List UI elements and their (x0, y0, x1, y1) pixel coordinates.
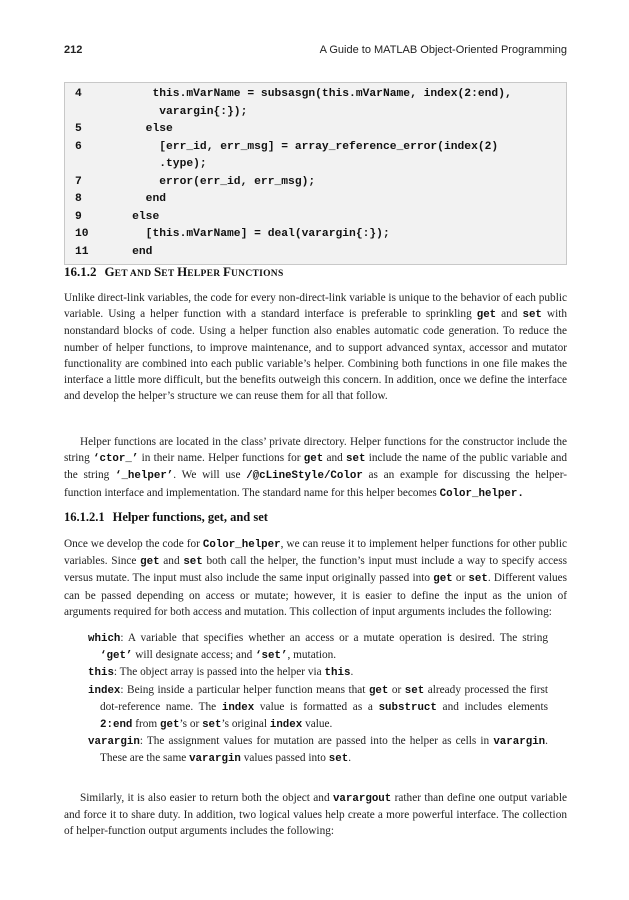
section-heading-16-1-2-1 (64, 510, 268, 525)
line-number: 9 (75, 210, 82, 223)
code-text: end (105, 193, 167, 205)
list-item: this: The object array is passed into the helper via this. (88, 666, 354, 680)
book-title: A Guide to MATLAB Object-Oriented Programming (319, 44, 567, 56)
code-text: error(err_id, err_msg); (105, 175, 316, 188)
paragraph-input-args: Once we develop the code for Color_helper, we can reuse it to implement helper functions for other public variables. Since get and set both call the helper, the function’s input must include a way to specify access versus mutate. The input must also include the same input originally passed into get or set. Different values can be passed depending on access or mutate; however, it is easier to define the input as the union of arguments required for both access and mutation. This collection of input arguments includes the following: (64, 538, 568, 618)
line-number: 6 (75, 140, 82, 153)
code-text: [err_id, err_msg] = array_reference_error(index(2) (105, 140, 499, 153)
code-text: [this.mVarName] = deal(varargin{:}); (105, 228, 390, 240)
line-number: 7 (75, 175, 82, 188)
section-title: GET AND SET HELPER FUNCTIONS (104, 264, 284, 279)
page-number: 212 (64, 44, 83, 56)
code-line (65, 226, 566, 244)
code-line (65, 139, 566, 157)
code-line (65, 121, 566, 139)
code-line (65, 104, 566, 122)
section-title: Helper functions, get, and set (112, 510, 268, 524)
line-number: 11 (75, 245, 89, 258)
paragraph-intro: Unlike direct-link variables, the code for every non-direct-link variable is unique to the behavior of each public variable. Using a helper function with a standard interface is preferable to sprinkling get and set with nonstandard blocks of code. Using a helper function also enables automatic code generation. To reduce the number of helper functions, to improve maintenance, and to support advanced syntax, accessor and mutator functionality are combined into each public variable’s helper. Combining both functions in one file makes the interface a little more difficult, but the benefits outweigh this concern. In addition, once we define the interface and develop the helper’s structure we can reuse them for all that follow. (64, 292, 567, 403)
code-line (65, 174, 566, 192)
list-item: varargin: The assignment values for mutation are passed into the helper as cells in varargin. These are the same varargin values passed into set. (88, 735, 548, 766)
list-item: which: A variable that specifies whether an access or a mutate operation is desired. The string ‘get’ will designate access; and ‘set’, mutation. (88, 632, 548, 663)
paragraph-output-args: Similarly, it is also easier to return both the object and varargout rather than define one output variable and force it to share duty. In addition, two logical values help create a more powerful interface. The collection of helper-function output arguments includes the following: (64, 792, 567, 838)
code-text: this.mVarName = subsasgn(this.mVarName, index(2:end), (105, 88, 512, 100)
section-heading-16-1-2 (64, 264, 284, 280)
code-line (65, 244, 566, 262)
code-text: else (105, 210, 160, 223)
section-number: 16.1.2 (64, 264, 97, 279)
code-text: varargin{:}); (105, 105, 248, 118)
code-line (65, 86, 566, 104)
line-number: 8 (75, 193, 82, 205)
code-listing (64, 82, 567, 265)
section-number: 16.1.2.1 (64, 510, 105, 524)
code-line (65, 209, 566, 227)
line-number: 5 (75, 123, 82, 135)
paragraph-helper-location: Helper functions are located in the class’ private directory. Helper functions for the constructor include the string ‘ctor_’ in their name. Helper functions for get and set include the name of the public variable and the string ‘_helper’. We will use /@cLineStyle/Color as an example for discussing the helper-function interface and implementation. The standard name for this helper becomes Color_helper. (64, 436, 568, 500)
list-item: index: Being inside a particular helper function means that get or set already processed the first dot-reference name. The index value is formatted as a substruct and includes elements 2:end from get’s or set’s original index value. (88, 683, 549, 732)
code-line (65, 156, 566, 174)
code-line (65, 191, 566, 209)
line-number: 4 (75, 88, 82, 100)
code-text: .type); (105, 158, 207, 170)
code-text: else (105, 123, 173, 135)
running-header (64, 44, 567, 60)
code-text: end (105, 245, 153, 258)
line-number: 10 (75, 228, 89, 240)
input-argument-list (88, 630, 548, 768)
